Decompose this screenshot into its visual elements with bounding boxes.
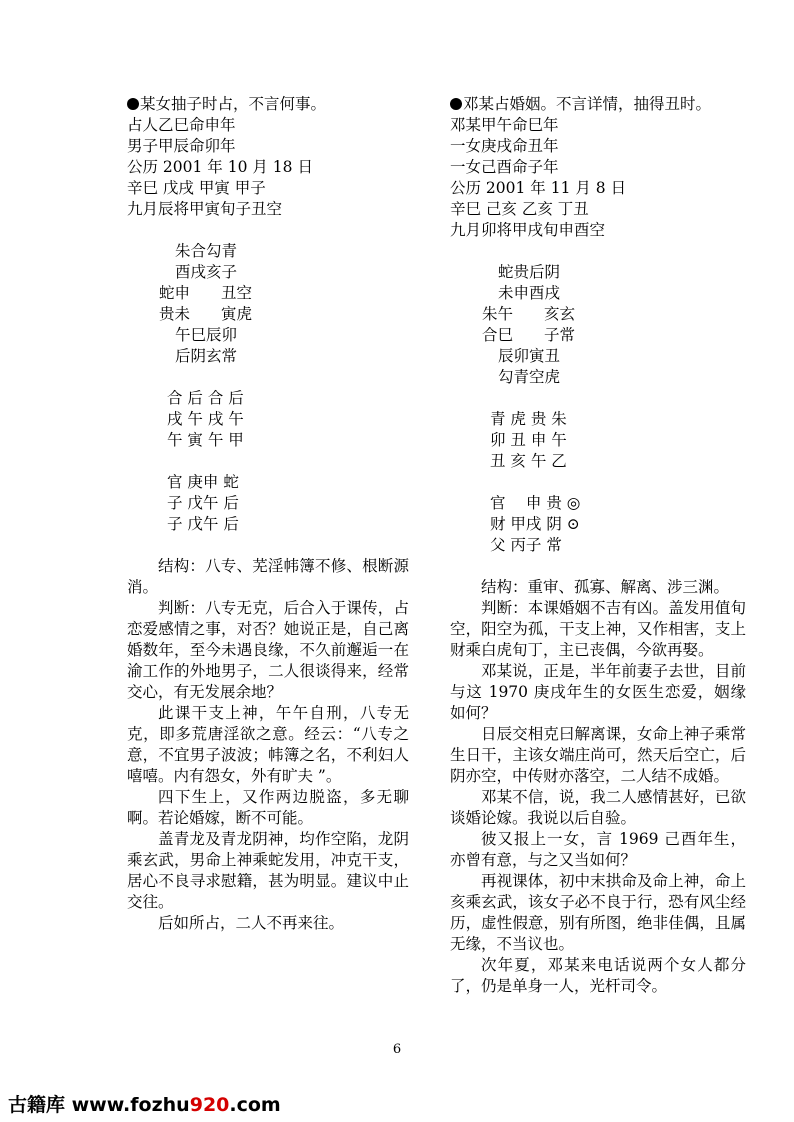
paragraph: 次年夏，邓某来电话说两个女人都分了，仍是单身一人，光杆司令。: [450, 956, 746, 995]
paragraph: 四下生上，又作两边脱盗，多无聊啊。若论婚嫁，断不可能。: [127, 788, 409, 827]
paragraph: 后如所占，二人不再来往。: [158, 914, 345, 932]
footer-tail: .com: [229, 1094, 281, 1116]
pan-line: 朱午 亥玄: [482, 305, 576, 323]
info-line: 辛巳 己亥 乙亥 丁丑: [450, 200, 589, 218]
page-number: 6: [392, 1042, 402, 1057]
footer-watermark[interactable]: [8, 1090, 281, 1117]
pan-line: 朱合勾青: [175, 242, 238, 260]
info-line: 邓某甲午命巳年: [450, 116, 559, 134]
paragraph: 结构：八专、芜淫帏簿不修、根断源消。: [127, 557, 409, 596]
info-line: 占人乙巳命申年: [127, 116, 236, 134]
pan-line: 勾青空虎: [498, 368, 561, 386]
left-column: [127, 94, 409, 934]
chuan-line: 官 庚申 蛇: [167, 473, 239, 491]
ke-line: 戌 午 戌 午: [167, 410, 244, 428]
info-line: 一女己酉命子年: [450, 158, 559, 176]
paragraph: 再视课体，初中末拱命及命上神，命上亥乘玄武，该女子必不良于行，恐有风尘经历，虚性假意，别有所图，绝非佳偶，且属无缘，不当议也。: [450, 872, 746, 953]
chuan-line: 子 戊午 后: [167, 494, 239, 512]
chuan-line: 子 戊午 后: [167, 515, 239, 533]
bullet-dot-icon: [450, 98, 462, 110]
ke-line: 丑 亥 午 乙: [490, 452, 567, 470]
info-line: 公历 2001 年 10 月 18 日: [127, 158, 313, 176]
ke-line: 午 寅 午 甲: [167, 431, 244, 449]
case-title: 某女抽子时占，不言何事。: [127, 94, 409, 115]
chuan-line: 父 丙子 常: [490, 536, 562, 554]
chuan-line: 财 甲戌 阴 ⊙: [490, 515, 580, 533]
paragraph: 盖青龙及青龙阴神，均作空陷，龙阴乘玄武，男命上神乘蛇发用，冲克干支，居心不良寻求慰籍，甚为明显。建议中止交往。: [127, 830, 409, 911]
paragraph: 邓某不信，说，我二人感情甚好，已欲谈婚论嫁。我说以后自验。: [450, 788, 746, 827]
paragraph: 此课干支上神，午午自刑，八专无克，即多荒唐淫欲之意。经云：“八专之意，不宜男子波波；帏簿之名，不利妇人嘻嘻。内有怨女，外有旷夫 ”。: [127, 704, 409, 785]
paragraph: 日辰交相克曰解离课，女命上神子乘常生日干，主该女端庄尚可，然天后空亡，后阴亦空，中传财亦落空，二人结不成婚。: [450, 725, 746, 785]
paragraph: 判断：八专无克，后合入于课传，占恋爱感情之事，对否？她说正是，自己离婚数年，至今未遇良缘，不久前邂逅一在渝工作的外地男子，二人很谈得来，经常交心，有无发展余地？: [127, 599, 409, 701]
info-line: 公历 2001 年 11 月 8 日: [450, 179, 627, 197]
pan-line: 后阴玄常: [175, 347, 238, 365]
right-column: [450, 94, 746, 997]
info-line: 九月辰将甲寅旬子丑空: [127, 200, 283, 218]
ke-line: 合 后 合 后: [167, 389, 244, 407]
pan-line: 酉戌亥子: [175, 263, 238, 281]
ke-line: 卯 丑 申 午: [490, 431, 567, 449]
info-line: 九月卯将甲戌旬申酉空: [450, 221, 606, 239]
paragraph: 结构：重审、孤寡、解离、涉三渊。: [481, 578, 730, 596]
footer-number: 920: [189, 1094, 230, 1116]
paragraph: 邓某说，正是，半年前妻子去世，目前与这 1970 庚戌年生的女医生恋爱，姻缘如何？: [450, 662, 746, 722]
ke-line: 青 虎 贵 朱: [490, 410, 567, 428]
paragraph: 判断：本课婚姻不吉有凶。盖发用值旬空，阳空为孤，干支上神，又作相害，支上财乘白虎旬丁，主已丧偶，今欲再娶。: [450, 599, 746, 659]
pan-line: 辰卯寅丑: [498, 347, 561, 365]
paragraph: 彼又报上一女，言 1969 己酉年生，亦曾有意，与之又当如何？: [450, 830, 746, 869]
pan-line: 合巳 子常: [482, 326, 576, 344]
footer-brand: 古籍库 www.fozhu: [8, 1094, 190, 1116]
pan-line: 午巳辰卯: [175, 326, 238, 344]
info-line: 一女庚戌命丑年: [450, 137, 559, 155]
info-line: 男子甲辰命卯年: [127, 137, 236, 155]
pan-line: 蛇贵后阴: [498, 263, 561, 281]
case-title: 邓某占婚姻。不言详情，抽得丑时。: [450, 94, 746, 115]
bullet-dot-icon: [127, 98, 139, 110]
pan-line: 贵未 寅虎: [159, 305, 253, 323]
chuan-line: 官 申 贵 ◎: [490, 494, 581, 512]
info-line: 辛巳 戊戌 甲寅 甲子: [127, 179, 266, 197]
pan-line: 未申酉戌: [498, 284, 561, 302]
pan-line: 蛇申 丑空: [159, 284, 253, 302]
